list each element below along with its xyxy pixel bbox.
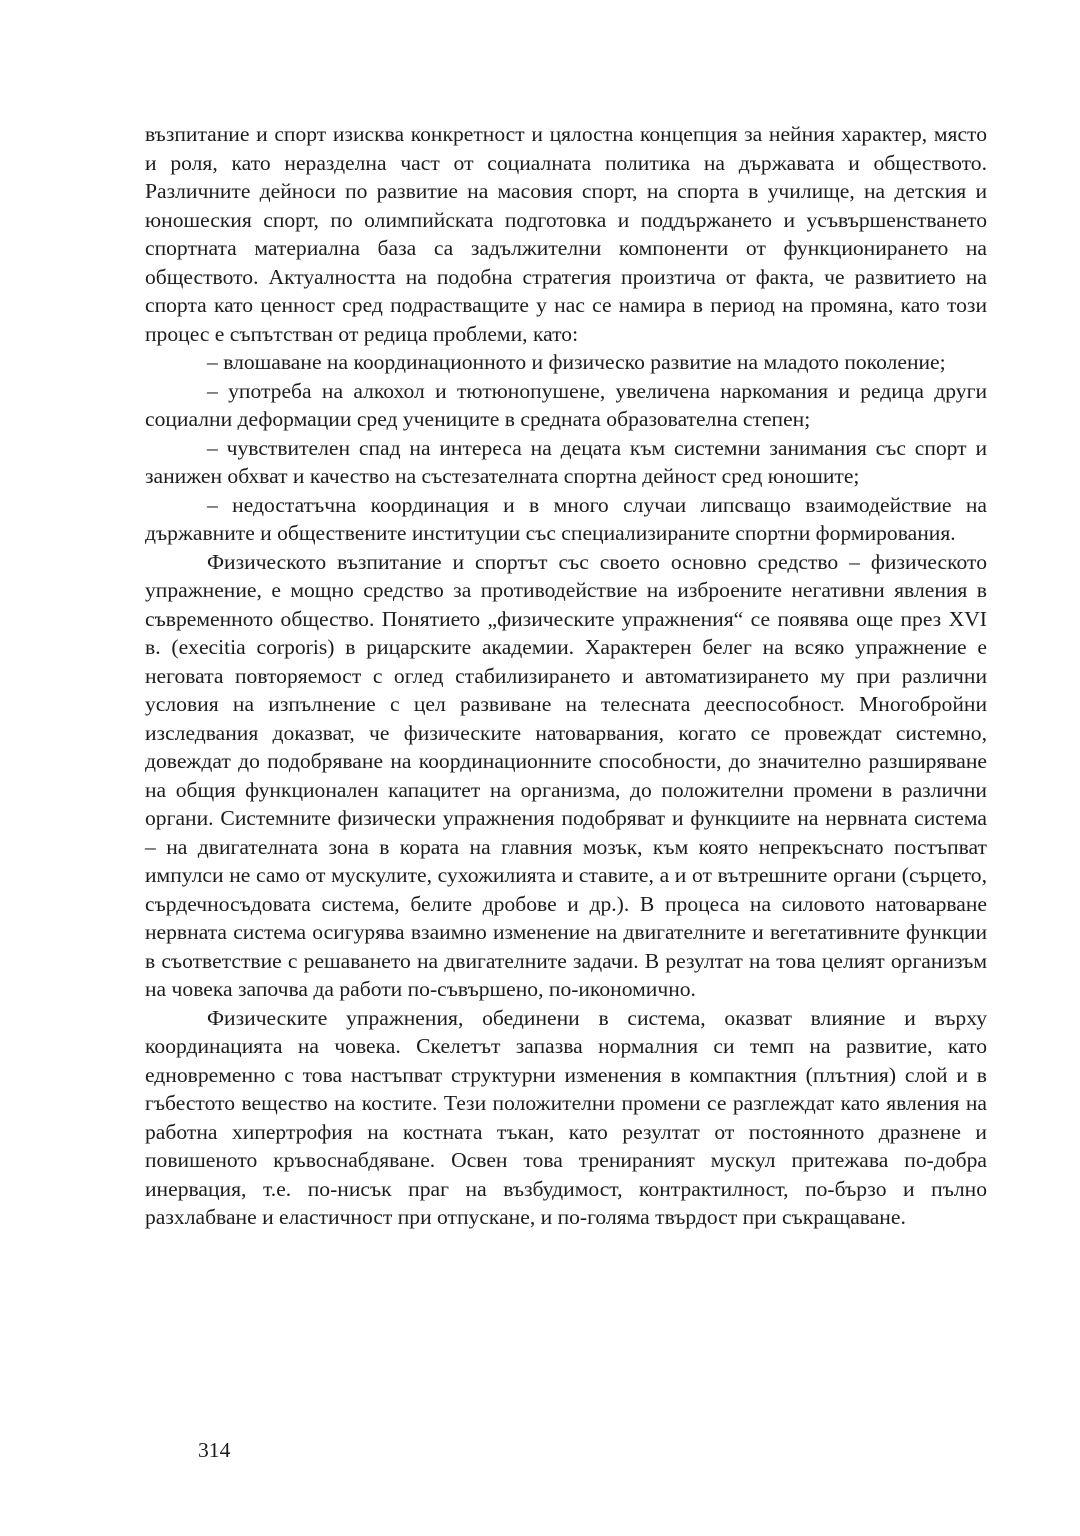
bullet-item-3: – чувствителен спад на интереса на децата към системни занимания със спорт и занижен обхват и качество на състезателната спортна дейност сред юношите; xyxy=(145,435,987,488)
page-number: 314 xyxy=(198,1438,231,1462)
paragraph-1: възпитание и спорт изисква конкретност и цялостна концепция за нейния характер, място и роля, като неразделна част от социалната политика на държавата и обществото. Различните дейноси по развитие на масовия спорт, на спорта в училище, на детския и юношеския спорт, по олимпийската подготовка и поддържането и усъвършенстването спортната материална база са задължителни компоненти от функционирането на обществото. Актуалността на подобна стратегия произтича от факта, че развитието на спорта като ценност сред подрастващите у нас се намира в период на промяна, като този процес е съпътстван от редица проблеми, като: xyxy=(145,122,987,346)
bullet-item-2: – употреба на алкохол и тютюнопушене, увеличена наркомания и редица други социални деформации сред учениците в средната образователна степен; xyxy=(145,378,987,431)
body-text xyxy=(145,120,987,1232)
paragraph-3: Физическите упражнения, обединени в система, оказват влияние и върху координацията на човека. Скелетът запазва нормалния си темп на развитие, като едновременно с това настъпват структурни изменения в компактния (плътния) слой и в гъбестото вещество на костите. Тези положителни промени се разглеждат като явления на работна хипертрофия на костната тъкан, като резултат от постоянното дразнене и повишеното кръвоснабдяване. Освен това тренираният мускул притежава по-добра инервация, т.е. по-нисък праг на възбудимост, контрактилност, по-бързо и пълно разхлабване и еластичност при отпускане, и по-голяма твърдост при съкращаване. xyxy=(145,1005,987,1229)
bullet-item-4: – недостатъчна координация и в много случаи липсващо взаимодействие на държавните и обществените институции със специализираните спортни формирования. xyxy=(145,492,987,545)
bullet-item-1: – влошаване на координационното и физическо развитие на младото поколение; xyxy=(207,350,946,374)
paragraph-2: Физическото възпитание и спортът със своето основно средство – физическото упражнение, е мощно средство за противодействие на изброените негативни явления в съвременното общество. Понятието „физическите упражнения“ се появява още през XVI в. (execitia corporis) в рицарските академии. Характерен белег на всяко упражнение е неговата повторяемост с оглед стабилизирането и автоматизирането му при различни условия на изпълнение с цел развиване на телесната дееспособност. Многобройни изследвания доказват, че физическите натоварвания, когато се провеждат системно, довеждат до подобряване на координационните способности, до значително разширяване на общия функционален капацитет на организма, до положителни промени в различни органи. Системните физически упражнения подобряват и функциите на нервната система – на двигателната зона в кората на главния мозък, към която непрекъснато постъпват импулси не само от мускулите, сухожилията и ставите, а и от вътрешните органи (сърцето, сърдечносъдовата система, белите дробове и др.). В процеса на силовото натоварване нервната система осигурява взаимно изменение на двигателните и вегетативните функции в съответствие с решаването на двигателните задачи. В резултат на това целият организъм на човека започва да работи по-съвършено, по-икономично. xyxy=(145,549,987,1001)
